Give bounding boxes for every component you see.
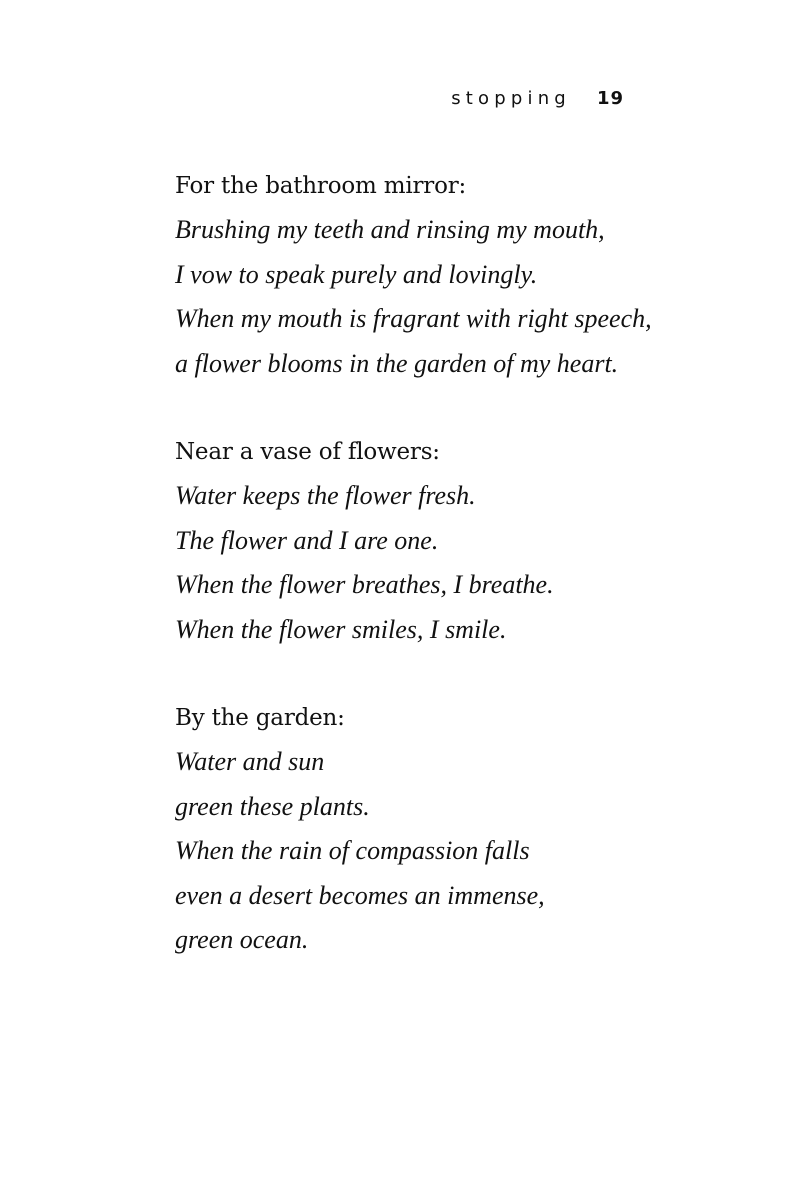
page-number: 19 [596, 88, 624, 109]
verse-line: I vow to speak purely and lovingly. [175, 259, 538, 289]
verse-line: When the rain of compassion falls [175, 836, 530, 865]
running-head [451, 88, 624, 109]
verse-line: When the flower breathes, I breathe. [175, 570, 554, 599]
verse-line: Water and sun [175, 747, 325, 776]
verse-line: green ocean. [175, 925, 309, 954]
verse-line: Water keeps the flower fresh. [175, 481, 476, 510]
page-body [175, 164, 735, 1007]
section-title: stopping [451, 88, 571, 109]
verse-line: even a desert becomes an immense, [175, 880, 545, 910]
verse-line: a flower blooms in the garden of my heart. [175, 348, 619, 378]
stanza-heading: For the bathroom mirror: [175, 173, 467, 199]
verse-line: The flower and I are one. [175, 525, 439, 555]
stanza-bathroom-mirror [175, 164, 735, 386]
stanza-vase-of-flowers [175, 430, 735, 652]
stanza-garden [175, 696, 735, 963]
verse-line: When the flower smiles, I smile. [175, 614, 507, 644]
verse-line: Brushing my teeth and rinsing my mouth, [175, 215, 605, 244]
verse-line: green these plants. [175, 791, 370, 821]
stanza-heading: Near a vase of flowers: [175, 439, 440, 465]
stanza-heading: By the garden: [175, 705, 345, 731]
verse-line: When my mouth is fragrant with right speech, [175, 304, 652, 333]
